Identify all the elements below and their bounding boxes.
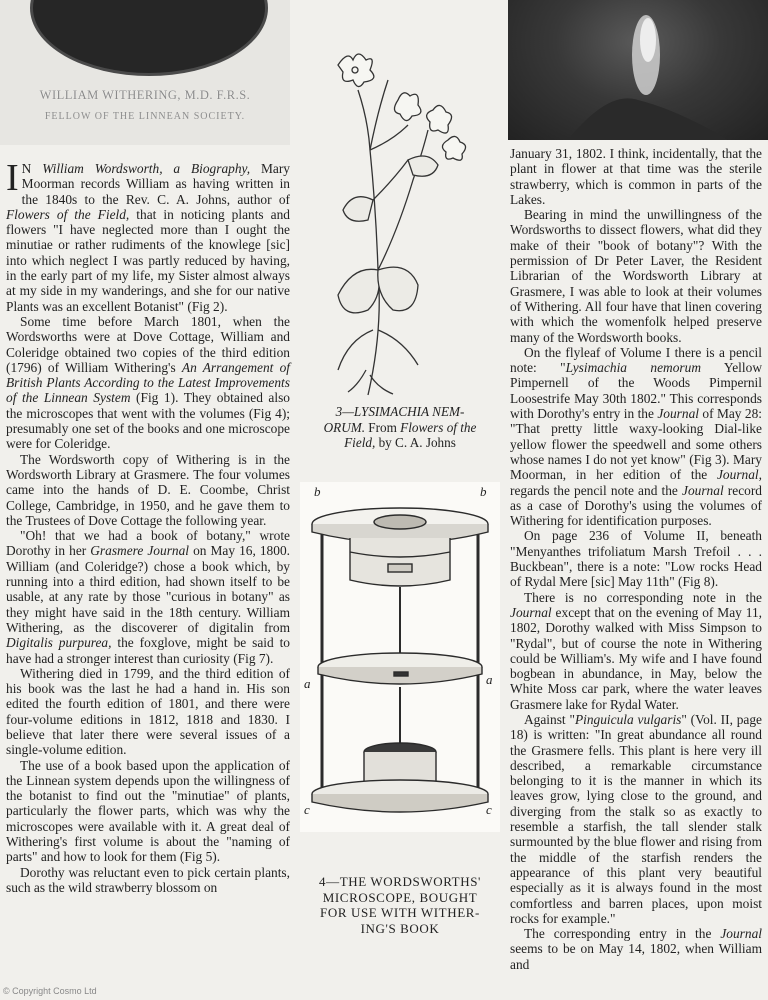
species-name: Digitalis purpurea,	[6, 635, 112, 651]
fig4-label-a-right: a	[486, 672, 493, 687]
text-run: of May 28: "That pretty little waxy-looking Dial-like yellow flower the speedwell and some others whose names I do not yet know" (Fig 3). Mary Moorman, in her edition of the	[510, 406, 763, 483]
flower-photo-shape	[508, 0, 768, 140]
fig4-label-c-left: c	[304, 802, 310, 817]
fig3-caption-from: From	[368, 419, 397, 435]
paragraph	[6, 314, 290, 452]
text-run: that in noticing plants and flowers "I have neglected more than I ought the minutiae or rather rudiments of the knowlege [sic] into which neglect I was partly reduced by having, in the early part of my life, my Sister almost always at my side in my wanderings, and she for our native Plants was an excellent Botanist" (Fig 2).	[6, 206, 290, 314]
paragraph: January 31, 1802. I think, incidentally, that the plant in flower at that time was the sterile strawberry, which is common in parts of the Lakes.	[510, 146, 762, 207]
text-run: Yellow Pimpernell of the Woods Pimpernil Loosestrife May 30th 1802." This corresponds with Dorothy's entry in the	[510, 360, 762, 422]
portrait-oval-image	[30, 0, 268, 76]
book-title: Journal	[720, 926, 762, 942]
text-run: regards the pencil note and the	[510, 482, 683, 498]
paragraph	[510, 345, 762, 529]
paragraph: The Wordsworth copy of Withering is in the Wordsworth Library at Grasmere. The four volumes came into the hands of D. E. Coombe, Christ College, Cambridge, in 1950, and he gave them to the Trustees of Dove Cottage the following year.	[6, 451, 290, 528]
text-run: (Fig 1). They obtained also the microscopes that went with the volumes (Fig 4); presumably one set of the books and one microscope were for Coleridge.	[6, 390, 290, 452]
fig4-caption-line2: MICROSCOPE, BOUGHT	[322, 889, 478, 905]
fig4-caption-line4: ING'S BOOK	[360, 920, 440, 936]
text-run: except that on the evening of May 11, 1802, Dorothy walked with Miss Simpson to "Rydal", but of course the note in Withering could be William's. My wife and I have found bogbean in abundance, in May, below the White Moss car park, where the water leaves Grasmere lake for Rydal Water.	[510, 604, 762, 712]
book-title: Journal	[510, 604, 552, 620]
text-run: Against "	[524, 711, 575, 727]
species-name: Lysimachia nemorum	[565, 360, 701, 376]
paragraph	[510, 712, 762, 926]
text-run: " (Vol. II, page 18) is written: "In great abundance all round the Grasmere fells. This plant is here very ill described, a remarkable circumstance belonging to it is the manner in which its leaves grow, lying close to the ground, and diverging from the stalk so as exactly to resemble a starfish, the tall slender stalk surmounted by the blue flower and rising from the middle of the starfish renders the appearance of this plant very beautiful especially as it is always found in the most comfortless and barren places, upon moist rocks for example."	[510, 711, 762, 926]
text-run: On the flyleaf of Volume I there is a pencil note: "	[510, 344, 762, 376]
fig4-label-c-right: c	[486, 802, 492, 817]
fig4-caption-line1: 4—THE WORDSWORTHS'	[319, 874, 481, 889]
portrait-inscription-name: WILLIAM WITHERING, M.D. F.R.S.	[39, 88, 251, 102]
fig3-caption-title-b: Field,	[344, 435, 376, 450]
text-run: seems to be on May 14, 1802, when William and	[510, 941, 762, 972]
text-run: Some time before March 1801, when the Wordsworths were at Dove Cottage, William and Coleridge obtained two copies of the third edition (1796) of William Withering's	[6, 313, 290, 375]
fig4-caption	[300, 874, 500, 936]
lysimachia-illustration	[298, 30, 498, 400]
text-run: Mary Moorman records William as having written in the 1840s to the Rev. C. A. Johns, author of	[21, 161, 290, 207]
body-column-right	[510, 146, 762, 972]
drop-cap: I	[6, 157, 19, 199]
book-title: Journal	[657, 406, 699, 422]
text-run: "Oh! that we had a book of botany," wrote Dorothy in her	[6, 528, 290, 559]
body-column-left	[6, 157, 291, 895]
fig4-label-b-left: b	[314, 484, 321, 499]
fig3-caption-line1: 3—LYSIMACHIA NEM-	[335, 404, 465, 419]
paragraph: Bearing in mind the unwillingness of the Wordsworths to dissect flowers, what did they make of their "book of botany"? With the permission of Dr Peter Laver, the Resident Librarian of the Wordsworth Library at Grasmere, I was able to look at their volumes of Withering. All four have that linen covering with which the womenfolk helped preserve many of the Wordsworth books.	[510, 207, 762, 345]
species-name: Pinguicula vulgaris	[574, 711, 682, 727]
book-title: Journal,	[716, 467, 762, 483]
fig3-caption	[300, 404, 500, 451]
paragraph	[510, 926, 762, 972]
fig4-label-b-right: b	[480, 484, 487, 499]
paragraph: Withering died in 1799, and the third edition of his book was the last he had a hand in. His son edited the fourth edition of 1801, and there were four-volume editions in 1812, 1818 and 1830. I believe that later there were several issues of a single-volume edition.	[6, 665, 290, 758]
paragraph	[6, 157, 290, 314]
book-title: Journal	[682, 482, 724, 498]
copyright-watermark: © Copyright Cosmo Ltd	[3, 986, 97, 996]
text-run: N	[21, 161, 43, 176]
text-run: the foxglove, might be said to have had a stronger interest than curiosity (Fig 7).	[6, 635, 291, 666]
top-right-photo	[508, 0, 768, 140]
paragraph	[6, 528, 290, 666]
portrait-inscription-society: FELLOW OF THE LINNEAN SOCIETY.	[44, 111, 246, 122]
text-run: The corresponding entry in the	[524, 926, 721, 942]
fig3-caption-title-a: Flowers of the	[400, 419, 477, 435]
fig4-label-a-left: a	[304, 676, 311, 691]
book-title: Grasmere Journal	[90, 543, 190, 559]
fig3-caption-line2: ORUM.	[323, 419, 365, 435]
book-title: William Wordsworth, a Biography,	[42, 161, 251, 176]
microscope-illustration	[300, 482, 500, 832]
text-run: record as a case of Dorothy's using the volumes of Withering for identification purposes.	[510, 482, 762, 529]
fig3-caption-author: by C. A. Johns	[378, 435, 456, 450]
text-run: on May 16, 1800. William (and Coleridge?) chose a book which, by running into a third edition, had shown itself to be usable, at any rate by those "curious in botany" as they might have said in the 18th century. William Withering, as the discoverer of digitalin from	[6, 543, 290, 635]
text-run: There is no corresponding note in the	[524, 589, 762, 605]
paragraph: Dorothy was reluctant even to pick certain plants, such as the wild strawberry blossom on	[6, 864, 290, 895]
book-title: An Arrangement of British Plants According to the Latest Improvements of the Linnean System	[6, 359, 290, 406]
book-title: Flowers of the Field,	[6, 206, 130, 222]
paragraph: The use of a book based upon the application of the Linnean system depends upon the willingness of the botanist to find out the "minutiae" of plants, particularly the flower parts, which was why the microscopes were available with it. A great deal of Withering's first volume is about the "naming of parts" and how to look for them (Fig 5).	[6, 757, 290, 865]
fig4-caption-line3: FOR USE WITH WITHER-	[320, 905, 480, 920]
paragraph	[510, 590, 762, 712]
withering-portrait	[0, 0, 290, 145]
paragraph: On page 236 of Volume II, beneath "Menyanthes trifoliatum Marsh Trefoil . . . Buckbean", there is a note: "Low rocks Head of Rydal Mere [sic] May 11th" (Fig 8).	[510, 528, 762, 590]
